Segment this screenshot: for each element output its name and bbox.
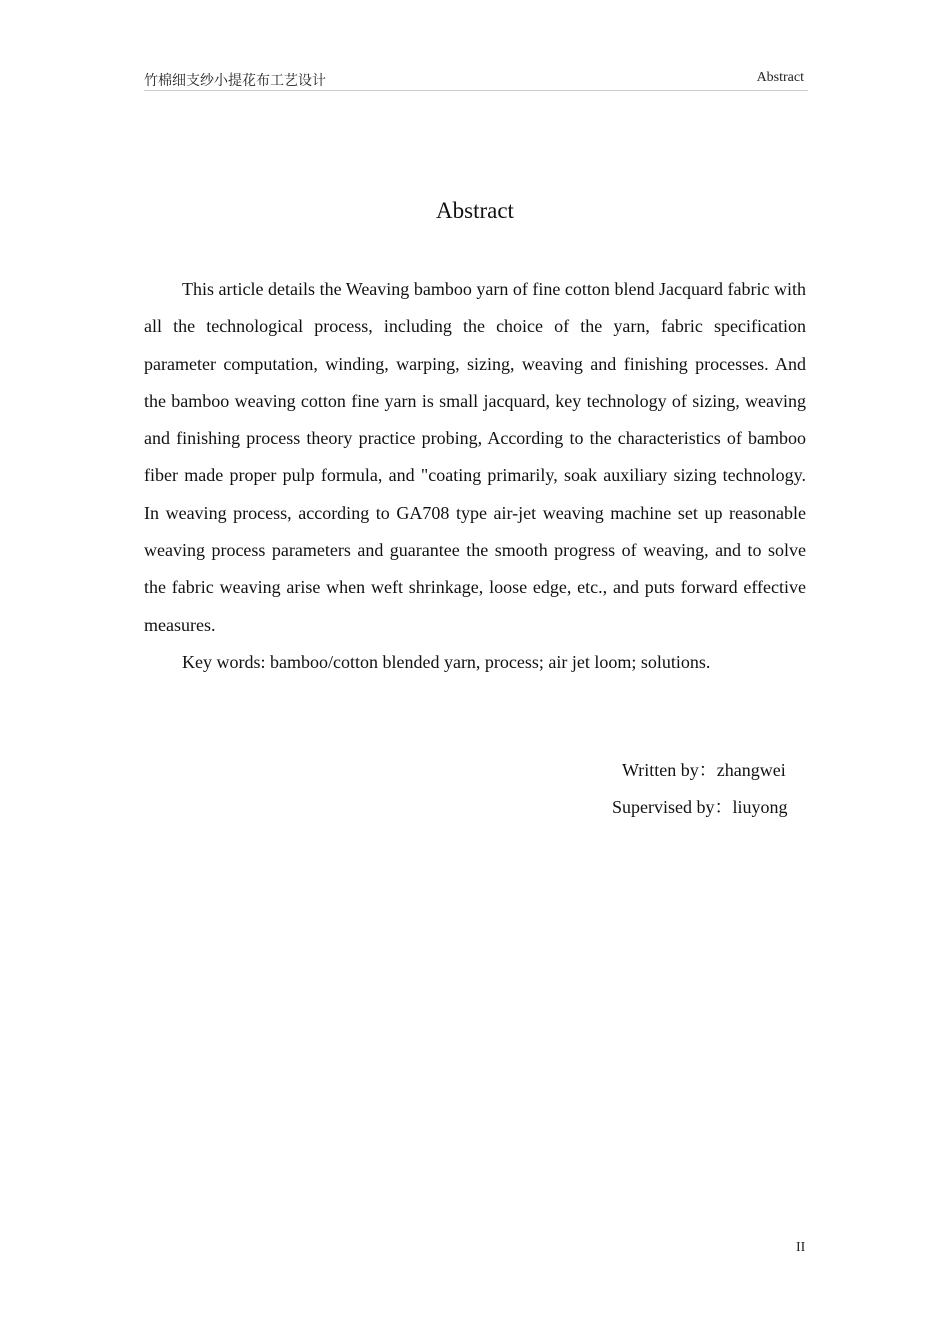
written-by-line: Written by：zhangwei xyxy=(622,760,786,780)
abstract-paragraph: This article details the Weaving bamboo yarn of fine cotton blend Jacquard fabric with all the technological process, including the choice of the yarn, fabric specification parameter computation, winding, warping, sizing, weaving and finishing processes. And the bamboo weaving cotton fine yarn is small jacquard, key technology of sizing, weaving and finishing process theory practice probing, According to the characteristics of bamboo fiber made proper pulp formula, and "coating primarily, soak auxiliary sizing technology. In weaving process, according to GA708 type air-jet weaving machine set up reasonable weaving process parameters and guarantee the smooth progress of weaving, and to solve the fabric weaving arise when weft shrinkage, loose edge, etc., and puts forward effective measures. xyxy=(144,279,806,635)
supervised-by-line: Supervised by：liuyong xyxy=(612,797,788,817)
header-thesis-title: 竹棉细支纱小提花布工艺设计 xyxy=(144,73,326,89)
page-title: Abstract xyxy=(436,198,514,223)
header-section-name: Abstract xyxy=(756,70,804,85)
keywords-line: Key words: bamboo/cotton blended yarn, process; air jet loom; solutions. xyxy=(182,652,711,672)
page-header xyxy=(144,68,808,91)
page-number: II xyxy=(796,1240,806,1255)
